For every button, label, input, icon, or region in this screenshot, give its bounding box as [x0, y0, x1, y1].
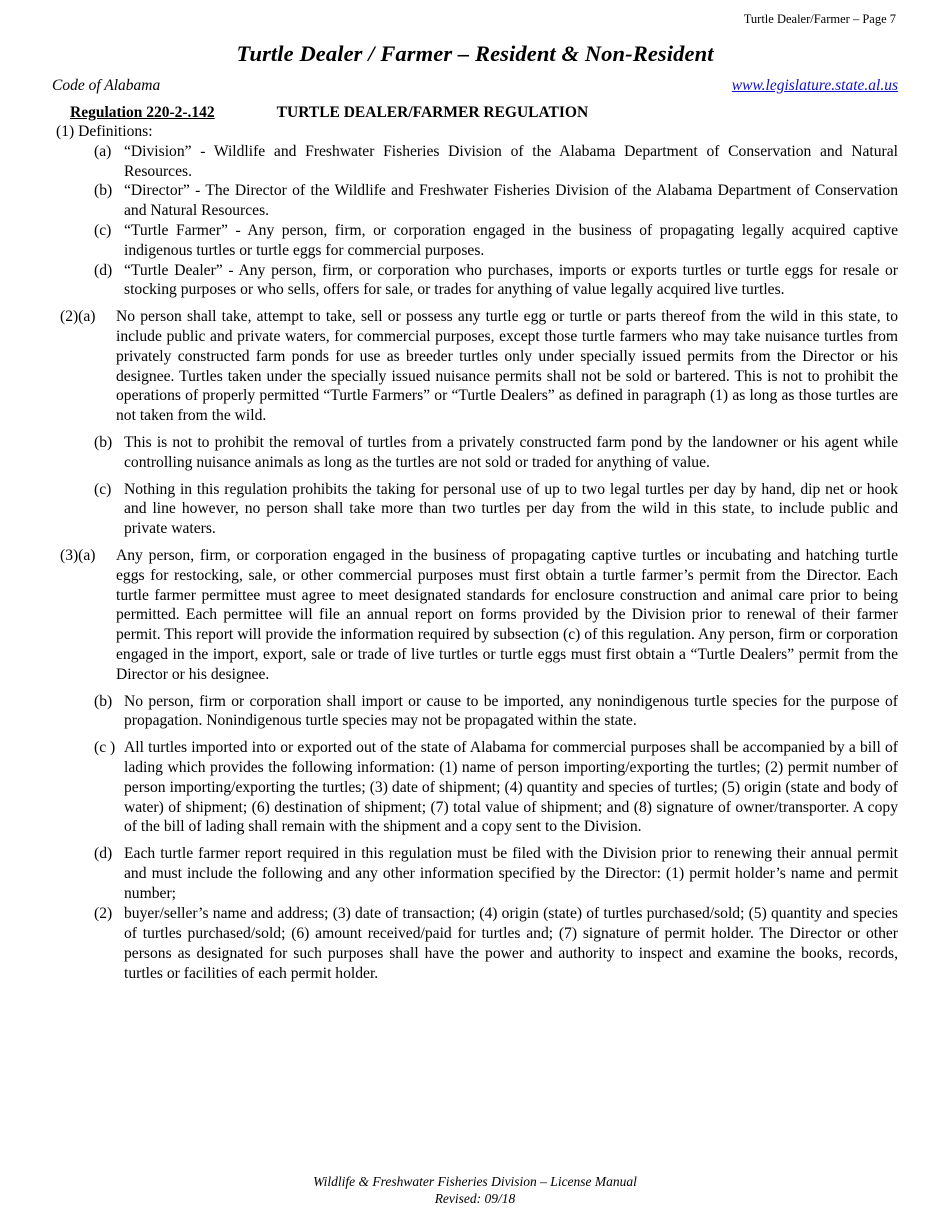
list-marker: (c) — [94, 221, 112, 239]
section-text: No person shall take, attempt to take, sell or possess any turtle egg or turtle or parts thereof from the wild in this state, to include public and private waters, for commercial purposes, except those turtle farmers who may take nuisance turtles from privately constructed farm ponds for use as breeder turtles only under specially issued permits from the Director or his designee. Turtles taken under the specially issued nuisance permits shall not be sold or bartered. This is not to prohibit the operations of properly permitted “Turtle Farmers” or “Turtle Dealers” as defined in paragraph (1) as long as those turtles are not taken from the wild. — [116, 308, 898, 425]
page-footer — [0, 1173, 950, 1208]
list-marker: (b) — [94, 182, 113, 200]
list-marker: (b) — [94, 692, 113, 710]
list-marker: (2) — [94, 905, 113, 923]
definition-item-a — [52, 142, 898, 182]
definition-item-b — [52, 181, 898, 221]
section-2a — [52, 307, 898, 426]
section-text: Any person, firm, or corporation engaged in the business of propagating captive turtles or incubating and hatching turtle eggs for restocking, sale, or other commercial purposes must first obtain a turtle farmer’s permit from the Director. Each turtle farmer permittee must agree to meet designated standards for enclosure construction and animal care prior to being permitted. Each permittee will file an annual report on forms provided by the Division prior to renewal of their farmer permit. This report will provide the information required by subsection (c) of this regulation. Any person, firm or corporation engaged in the import, export, sale or trade of live turtles or turtle eggs must first obtain a “Turtle Dealers” permit from the Director or his designee. — [116, 546, 898, 683]
section-3b — [52, 692, 898, 732]
list-marker: (a) — [94, 142, 112, 160]
section-2c — [52, 480, 898, 539]
section-text: buyer/seller’s name and address; (3) date of transaction; (4) origin (state) of turtles purchased/sold; (5) quantity and species of turtles purchased/sold; (6) amount received/paid for turtles and; (7) signature of permit holder. The Director or other persons as designated for such purposes shall have the power and authority to inspect and examine the books, records, turtles or facilities of each permit holder. — [124, 905, 898, 982]
definition-item-d — [52, 261, 898, 301]
subheader-bar — [52, 77, 898, 95]
list-marker: (d) — [94, 261, 113, 279]
section-text: Nothing in this regulation prohibits the taking for personal use of up to two legal turtles per day by hand, dip net or hook and line however, no person shall take more than two turtles per day from the wild in this state, to include public and private waters. — [124, 480, 898, 538]
section-text: No person, firm or corporation shall import or cause to be imported, any nonindigenous turtle species for the purpose of propagation. Nonindigenous turtle species may not be propagated within the state. — [124, 692, 898, 730]
code-of-alabama-label: Code of Alabama — [52, 77, 161, 94]
list-marker: (d) — [94, 845, 113, 863]
section-3a — [52, 546, 898, 685]
footer-line-2: Revised: 09/18 — [434, 1191, 516, 1207]
list-marker: (c ) — [94, 739, 116, 757]
section-2b — [52, 433, 898, 473]
definition-item-c — [52, 221, 898, 261]
list-marker: (3)(a) — [60, 546, 96, 564]
regulation-heading — [52, 104, 898, 122]
document-body — [52, 122, 898, 984]
section-3c — [52, 738, 898, 837]
page-header-label: Turtle Dealer/Farmer – Page 7 — [743, 12, 896, 26]
regulation-name: TURTLE DEALER/FARMER REGULATION — [276, 104, 589, 121]
section-3d — [52, 844, 898, 903]
section-text: All turtles imported into or exported out of the state of Alabama for commercial purposes shall be accompanied by a bill of lading which provides the following information: (1) name of person importing/exporting the turtles; (2) permit number of person importing/exporting the turtles; (3) date of shipment; (4) quantity and species of turtles; (5) origin (state and body of water) of shipment; (6) destination of shipment; (7) total value of shipment; and (8) signature of owner/transporter. A copy of the bill of lading shall remain with the shipment and a copy sent to the Division. — [124, 739, 898, 836]
legislature-website-link[interactable]: www.legislature.state.al.us — [731, 77, 898, 94]
definition-text: “Division” - Wildlife and Freshwater Fisheries Division of the Alabama Department of Conservation and Natural Resources. — [124, 142, 898, 180]
page-title: Turtle Dealer / Farmer – Resident & Non-Resident — [236, 41, 714, 66]
list-marker: (c) — [94, 480, 112, 498]
section-3d-item-2 — [52, 904, 898, 983]
definitions-heading: (1) Definitions: — [56, 123, 153, 140]
definition-text: “Turtle Farmer” - Any person, firm, or corporation engaged in the business of propagating legally acquired captive indigenous turtles or turtle eggs for commercial purposes. — [124, 221, 898, 259]
list-marker: (2)(a) — [60, 308, 96, 326]
footer-line-1: Wildlife & Freshwater Fisheries Division – License Manual — [313, 1173, 637, 1189]
regulation-number: Regulation 220-2-.142 — [70, 104, 215, 121]
definition-text: “Turtle Dealer” - Any person, firm, or corporation who purchases, imports or exports turtles or turtle eggs for resale or stocking purposes or who sells, offers for sale, or trades for anything of value legally acquired live turtles. — [124, 261, 898, 299]
section-text: Each turtle farmer report required in this regulation must be filed with the Division prior to renewing their annual permit and must include the following and any other information specified by the Director: (1) permit holder’s name and permit number; — [124, 845, 898, 902]
definition-text: “Director” - The Director of the Wildlife and Freshwater Fisheries Division of the Alabama Department of Conservation and Natural Resources. — [124, 182, 898, 220]
list-marker: (b) — [94, 433, 113, 451]
section-text: This is not to prohibit the removal of turtles from a privately constructed farm pond by the landowner or his agent while controlling nuisance animals as long as the turtles are not sold or traded for anything of value. — [124, 433, 898, 471]
